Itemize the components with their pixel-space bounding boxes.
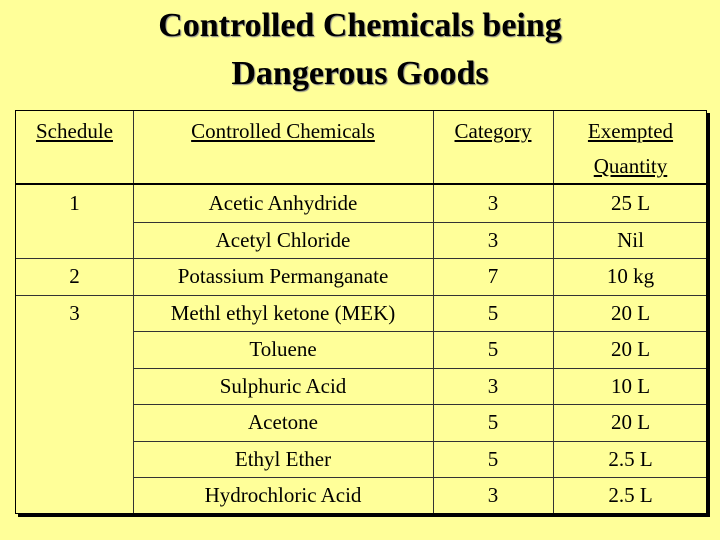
table-cell-schedule (16, 477, 133, 513)
table-cell-quantity: Nil (617, 228, 644, 252)
table-cell-category: 3 (487, 191, 499, 215)
table-cell-chemical: Potassium Permanganate (177, 264, 389, 288)
header-category: Category (454, 119, 532, 143)
table-cell-schedule (16, 404, 133, 440)
table-cell-category: 5 (487, 337, 499, 361)
table-cell-chemical: Methl ethyl ketone (MEK) (170, 301, 396, 325)
table-cell-category: 7 (487, 264, 499, 288)
header-exempted-line1: Exempted (587, 119, 674, 143)
table-cell-chemical: Acetyl Chloride (215, 228, 351, 252)
table-cell-schedule: 1 (69, 191, 80, 215)
table-cell-chemical: Ethyl Ether (234, 447, 332, 471)
table-cell-quantity: 2.5 L (608, 483, 653, 507)
title-line-2: Dangerous Goods (231, 55, 489, 92)
table-cell-schedule (16, 441, 133, 477)
header-exempted-line2: Quantity (593, 154, 668, 178)
title-line-1: Controlled Chemicals being (158, 7, 562, 44)
table-cell-quantity: 10 kg (606, 264, 655, 288)
table-cell-category: 3 (487, 374, 499, 398)
table-cell-category: 5 (487, 410, 499, 434)
table-cell-schedule (16, 331, 133, 367)
table-cell-schedule (16, 368, 133, 404)
header-schedule: Schedule (36, 119, 113, 143)
table-cell-chemical: Sulphuric Acid (219, 374, 347, 398)
header-chemical: Controlled Chemicals (191, 119, 375, 143)
table-cell-chemical: Acetic Anhydride (208, 191, 358, 215)
table-cell-quantity: 20 L (610, 410, 651, 434)
table-cell-schedule: 2 (69, 264, 80, 288)
page-title (0, 2, 720, 98)
table-cell-schedule (16, 222, 133, 258)
table-cell-quantity: 2.5 L (608, 447, 653, 471)
chemicals-table (15, 110, 707, 514)
table-cell-quantity: 20 L (610, 301, 651, 325)
table-cell-category: 5 (487, 447, 499, 471)
table-cell-chemical: Acetone (248, 410, 318, 434)
table-cell-quantity: 10 L (610, 374, 651, 398)
table-cell-quantity: 25 L (610, 191, 651, 215)
table-cell-quantity: 20 L (610, 337, 651, 361)
table-cell-chemical: Toluene (249, 337, 317, 361)
table-cell-category: 3 (487, 483, 499, 507)
table-cell-schedule: 3 (69, 301, 80, 325)
table-cell-chemical: Hydrochloric Acid (204, 483, 362, 507)
table-cell-category: 5 (487, 301, 499, 325)
table-cell-category: 3 (487, 228, 499, 252)
